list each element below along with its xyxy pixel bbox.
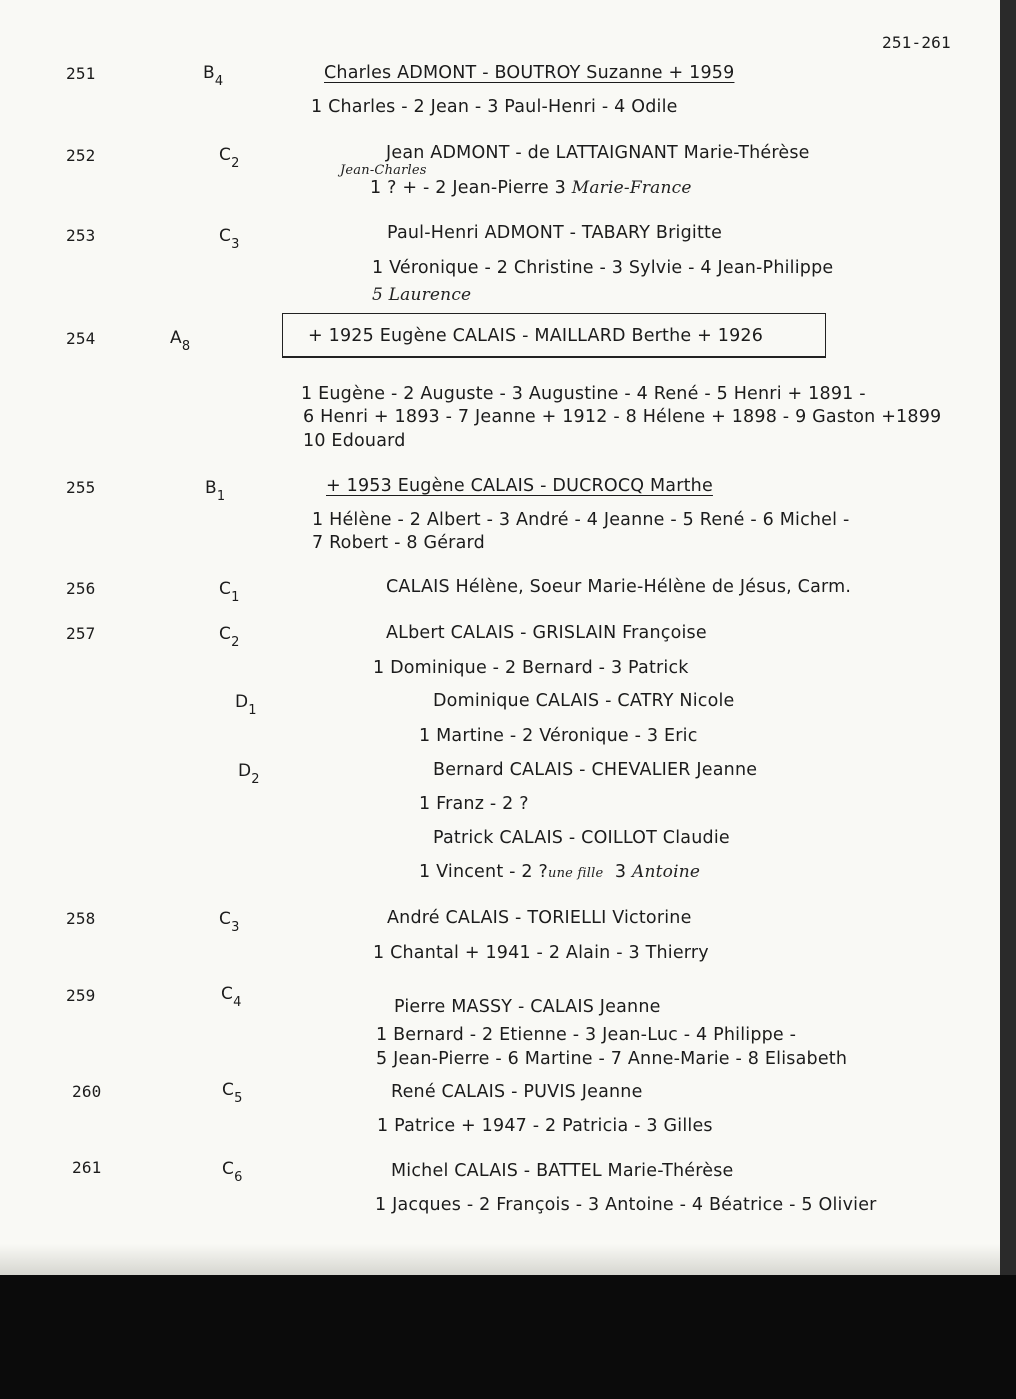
couple-title: Paul-Henri ADMONT - TABARY Brigitte (387, 223, 723, 243)
generation-code: $C_5$ (222, 1080, 243, 1106)
handwritten-annotation: Marie-France (571, 178, 692, 198)
generation-code: $D_2$ (238, 761, 260, 787)
couple-title: Charles ADMONT - BOUTROY Suzanne + 1959 (324, 63, 735, 83)
children-list: 1 Hélène - 2 Albert - 3 André - 4 Jeanne - 5 René - 6 Michel - (312, 510, 850, 530)
entry-number: 259 (66, 986, 96, 1005)
couple-title: ALbert CALAIS - GRISLAIN Françoise (386, 623, 707, 643)
children-list: 1 Eugène - 2 Auguste - 3 Augustine - 4 René - 5 Henri + 1891 - (301, 384, 866, 404)
children-list: 1 Bernard - 2 Etienne - 3 Jean-Luc - 4 Philippe - (376, 1025, 797, 1045)
children-list: 6 Henri + 1893 - 7 Jeanne + 1912 - 8 Hélene + 1898 - 9 Gaston +1899 (303, 407, 942, 427)
entry-number: 260 (72, 1082, 102, 1101)
generation-code: $C_1$ (219, 579, 240, 605)
entry-number: 258 (66, 909, 96, 928)
scan-background (0, 1275, 1016, 1399)
handwritten-annotation: Antoine (632, 862, 701, 882)
entry-number: 256 (66, 579, 96, 598)
couple-title: Michel CALAIS - BATTEL Marie-Thérèse (391, 1161, 734, 1181)
couple-title: + 1953 Eugène CALAIS - DUCROCQ Marthe (326, 476, 713, 496)
children-list: 1 Dominique - 2 Bernard - 3 Patrick (373, 658, 689, 678)
binding-edge (1000, 0, 1016, 1275)
children-list: 1 Jacques - 2 François - 3 Antoine - 4 Béatrice - 5 Olivier (375, 1195, 877, 1215)
generation-code: $B_1$ (205, 478, 226, 504)
children-list: 1 Patrice + 1947 - 2 Patricia - 3 Gilles (377, 1116, 713, 1136)
entry-number: 255 (66, 478, 96, 497)
couple-title: André CALAIS - TORIELLI Victorine (387, 908, 692, 928)
handwritten-annotation: une fille (548, 866, 604, 881)
person-title: CALAIS Hélène, Soeur Marie-Hélène de Jésus, Carm. (386, 577, 852, 597)
children-list: 5 Jean-Pierre - 6 Martine - 7 Anne-Marie - 8 Elisabeth (376, 1049, 848, 1069)
children-list: 1 Charles - 2 Jean - 3 Paul-Henri - 4 Odile (311, 97, 678, 117)
children-list: 1 Franz - 2 ? (419, 794, 529, 814)
generation-code: $A_8$ (170, 328, 191, 354)
couple-title: René CALAIS - PUVIS Jeanne (391, 1082, 643, 1102)
generation-code: $C_2$ (219, 624, 240, 650)
generation-code: $C_2$ (219, 145, 240, 171)
generation-code: $C_6$ (222, 1159, 243, 1185)
generation-code: $C_3$ (219, 909, 240, 935)
children-list: 7 Robert - 8 Gérard (312, 533, 485, 553)
generation-code: $C_3$ (219, 226, 240, 252)
children-list: 1 ? + - 2 Jean-Pierre 3 Marie-France (370, 178, 692, 198)
couple-title: Dominique CALAIS - CATRY Nicole (433, 691, 735, 711)
entry-number: 257 (66, 624, 96, 643)
couple-title: Patrick CALAIS - COILLOT Claudie (433, 828, 730, 848)
handwritten-annotation: Jean-Charles (340, 163, 427, 178)
entry-number: 261 (72, 1158, 102, 1177)
entry-number: 254 (66, 329, 96, 348)
entry-number: 253 (66, 226, 96, 245)
generation-code: $B_4$ (203, 63, 224, 89)
couple-title: Pierre MASSY - CALAIS Jeanne (394, 997, 661, 1017)
page-fold-shadow (0, 1244, 1000, 1275)
children-list: 1 Martine - 2 Véronique - 3 Eric (419, 726, 698, 746)
couple-title: Jean ADMONT - de LATTAIGNANT Marie-Thérèse (386, 143, 810, 163)
handwritten-annotation: 5 Laurence (372, 285, 472, 305)
children-list: 1 Véronique - 2 Christine - 3 Sylvie - 4 Jean-Philippe (372, 258, 834, 278)
couple-title: + 1925 Eugène CALAIS - MAILLARD Berthe + 1926 (308, 326, 764, 346)
children-list: 1 Chantal + 1941 - 2 Alain - 3 Thierry (373, 943, 709, 963)
generation-code: $C_4$ (221, 984, 242, 1010)
page-range: 251-261 (882, 33, 951, 52)
children-list: 10 Edouard (303, 431, 406, 451)
entry-number: 251 (66, 64, 96, 83)
generation-code: $D_1$ (235, 692, 257, 718)
entry-number: 252 (66, 146, 96, 165)
children-list: 1 Vincent - 2 ?une fille 3 Antoine (419, 862, 701, 882)
couple-title: Bernard CALAIS - CHEVALIER Jeanne (433, 760, 758, 780)
